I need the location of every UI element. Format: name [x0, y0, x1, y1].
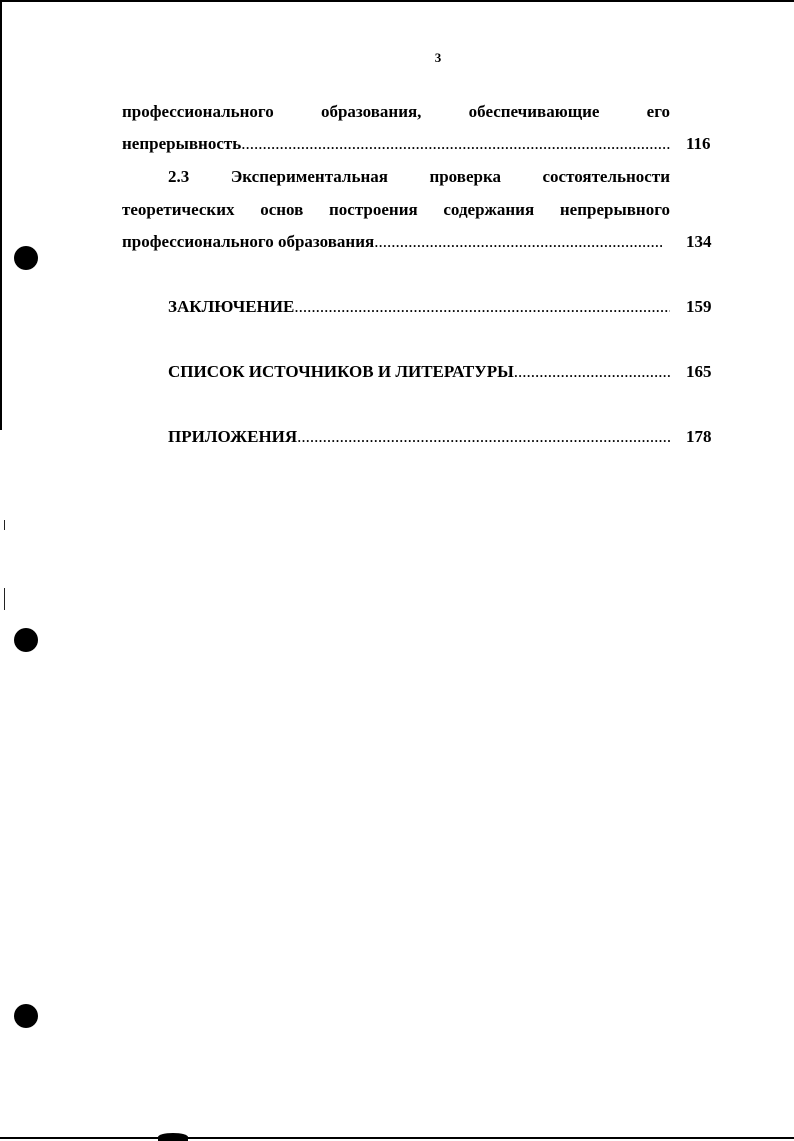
dot-leader	[294, 297, 670, 317]
scan-edge-left	[0, 0, 2, 430]
toc-entry-text: непрерывность	[122, 134, 242, 153]
toc-word: образования,	[320, 102, 422, 121]
toc-word: Экспериментальная	[230, 167, 388, 186]
toc-entry-1-line-1	[122, 102, 670, 122]
toc-word: непрерывного	[559, 200, 670, 219]
page-number: 3	[434, 50, 442, 65]
toc-entry-2-line-2	[122, 200, 670, 220]
toc-entry-2-line-3	[122, 232, 662, 252]
scan-edge-bottom	[0, 1137, 794, 1139]
toc-sources	[168, 362, 670, 382]
toc-word: теоретических	[122, 200, 235, 219]
punch-hole	[14, 246, 38, 270]
toc-word: состоятельности	[542, 167, 670, 186]
scan-edge-blob	[158, 1133, 188, 1141]
dot-leader	[241, 134, 670, 154]
toc-word: профессионального	[122, 102, 274, 121]
toc-entry-text: ЗАКЛЮЧЕНИЕ	[168, 297, 295, 316]
dot-leader	[297, 427, 670, 447]
toc-appendices	[168, 427, 670, 447]
punch-hole	[14, 628, 38, 652]
toc-conclusion-page: 159	[686, 297, 712, 316]
toc-section-number: 2.3	[168, 167, 190, 186]
toc-appendices-page: 178	[686, 427, 712, 446]
scan-edge-mark	[4, 588, 5, 610]
dot-leader	[374, 232, 662, 252]
toc-word: его	[646, 102, 670, 121]
toc-word: построения	[329, 200, 418, 219]
toc-word: проверка	[429, 167, 501, 186]
toc-entry-text: профессионального образования	[122, 232, 375, 251]
scan-edge-top	[0, 0, 794, 2]
toc-word: обеспечивающие	[468, 102, 600, 121]
toc-conclusion	[168, 297, 670, 317]
toc-entry-text: СПИСОК ИСТОЧНИКОВ И ЛИТЕРАТУРЫ	[168, 362, 514, 381]
toc-entry-1-page: 116	[686, 134, 711, 153]
toc-entry-2-line-1	[168, 167, 670, 187]
toc-sources-page: 165	[686, 362, 712, 381]
toc-entry-1-line-2	[122, 134, 670, 154]
toc-word: основ	[260, 200, 304, 219]
toc-entry-text: ПРИЛОЖЕНИЯ	[168, 427, 298, 446]
scan-edge-mark	[4, 520, 5, 530]
dot-leader	[514, 362, 670, 382]
punch-hole	[14, 1004, 38, 1028]
toc-word: содержания	[443, 200, 535, 219]
toc-entry-2-page: 134	[686, 232, 712, 251]
